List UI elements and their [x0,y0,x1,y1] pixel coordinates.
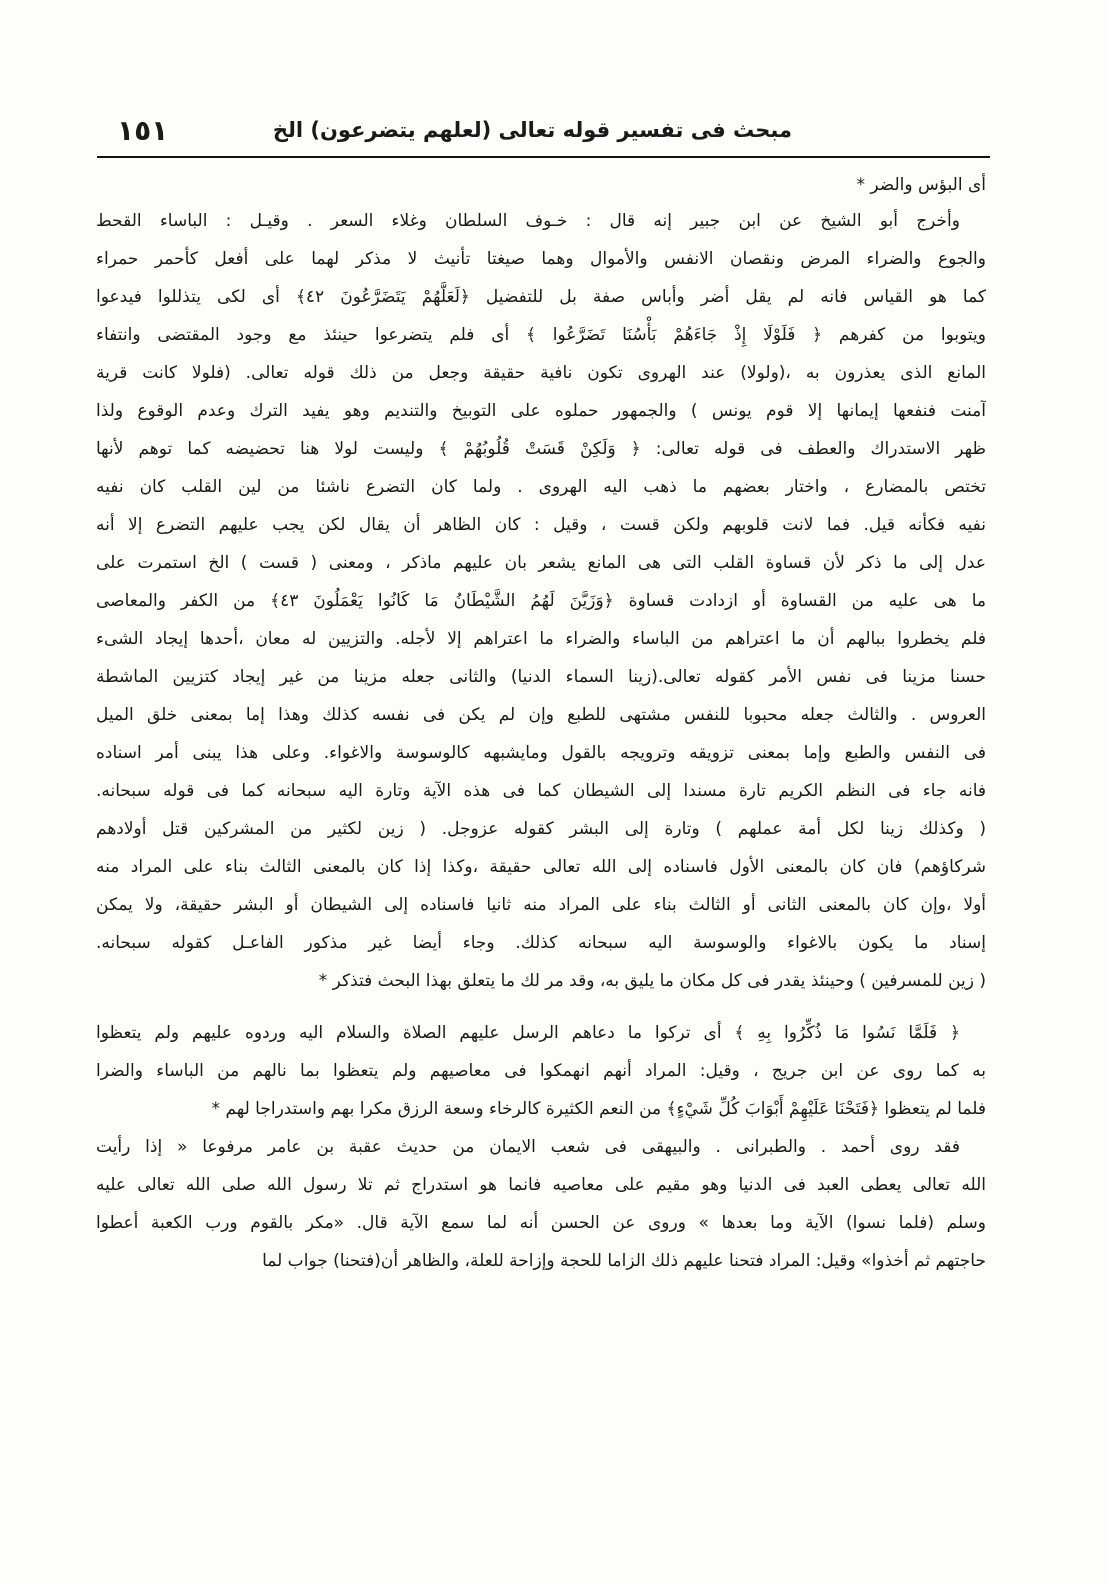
page-number: ١٥١ [117,114,169,147]
text-line: فلما لم يتعظوا ﴿فَتَحْنَا عَلَيْهِمْ أَبْوَابَ كُلِّ شَيْءٍ﴾ من النعم الكثيرة كالرخاء وسعة الرزق مكرا بهم واستدراجا لهم * [211,1099,986,1119]
text-line: كما هو القياس فانه لم يقل أضر وأباس صفة بل للتفضيل ﴿لَعَلَّهُمْ يَتَضَرَّعُونَ ٤٢﴾ أى لكى يتذللوا فيدعوا [96,287,986,307]
text-line: ( زين للمسرفين ) وحينئذ يقدر فى كل مكان ما يليق به، وقد مر لك ما يتعلق بهذا البحث فتذكر * [318,971,986,991]
text-line: ( وكذلك زينا لكل أمة عملهم ) وتارة إلى البشر كقوله عزوجل. ( زين لكثير من المشركين قتل أولادهم [96,819,986,839]
text-line: حسنا مزينا فى نفس الأمر كقوله تعالى.(زينا السماء الدنيا) والثانى جعله مزينا من غير إيجاد كتزيين الماشطة [96,667,986,687]
text-line: أى البؤس والضر * [856,175,986,195]
text-line: شركاؤهم) فان كان بالمعنى الأول فاسناده إلى الله تعالى حقيقة ،وكذا إذا كان بالمعنى الثالث بناء على المراد منه [96,857,986,877]
text-line: حاجتهم ثم أخذوا» وقيل: المراد فتحنا عليهم ذلك الزاما للحجة وإزاحة للعلة، والظاهر أن(فتحنا) جواب لما [262,1251,986,1271]
text-line: فقد روى أحمد . والطبرانى . والبيهقى فى شعب الايمان من حديث عقبة بن عامر مرفوعا « إذا رأيت [96,1137,960,1157]
text-line: إسناد ما يكون بالاغواء والوسوسة اليه سبحانه كذلك. وجاء أيضا غير مذكور الفاعـل كقوله سبحانه. [96,933,986,953]
text-line: تختص بالمضارع ، واختار بعضهم ما ذهب اليه الهروى . ولما كان التضرع ناشئا من لين القلب كان نفيه [96,477,986,497]
running-header [95,112,997,162]
text-line: المانع الذى يعذرون به ،(ولولا) عند الهروى تكون نافية حقيقة وجعل من ذلك قوله تعالى. (فلولا كانت قرية [96,363,986,383]
paragraph [96,202,986,1000]
header-divider [97,156,990,158]
text-line: ﴿ فَلَمَّا نَسُوا مَا ذُكِّرُوا بِهِ ﴾ أى تركوا ما دعاهم الرسل عليهم الصلاة والسلام اليه وردوه عليهم ولم يتعظوا [96,1023,960,1043]
text-line: ظهر الاستدراك والعطف فى قوله تعالى: ﴿ وَلَكِنْ قَسَتْ قُلُوبُهُمْ ﴾ وليست لولا هنا تحضيضه كما توهم لأنها [96,439,986,459]
text-line: به كما روى عن ابن جريج ، وقيل: المراد أنهم انهمكوا فى معاصيهم ولم يتعظوا بما نالهم من الباساء والضرا [96,1061,986,1081]
text-line: عدل إلى ما ذكر لأن قساوة القلب التى هى المانع يشعر بان عليهم ماذكر ، ومعنى ( قست ) الخ استمرت على [96,553,986,573]
body-text [96,168,986,1280]
text-line: وأخرج أبو الشيخ عن ابن جبير إنه قال : خـوف السلطان وغلاء السعر . وقيـل : الباساء القحط [96,211,960,231]
paragraph [96,1014,986,1128]
text-line: فلم يخطروا ببالهم أن ما اعتراهم من الباساء والضراء ما اعتراهم إلا لأجله. والتزيين له معان ،أحدها إيجاد الشىء [96,629,986,649]
text-line: فانه جاء فى النظم الكريم تارة مسندا إلى الشيطان كما فى هذه الآية وتارة اليه سبحانه كما فى قوله سبحانه. [96,781,986,801]
text-line: والجوع والضراء المرض ونقصان الانفس والأموال وهما صيغتا تأنيث لا مذكر لهما على أفعل كأحمر حمراء [96,249,986,269]
text-line: فى النفس والطبع وإما بمعنى تزويقه وترويجه بالقول ومايشبهه كالوسوسة والاغواء. وعلى هذا يبنى أمر اسناده [96,743,986,763]
text-line: ما هى عليه من القساوة أو ازدادت قساوة ﴿وَزَيَّنَ لَهُمُ الشَّيْطَانُ مَا كَانُوا يَعْمَلُونَ ٤٣﴾ من الكفر والمعاصى [96,591,986,611]
paragraph [96,168,986,202]
running-title: مبحث فى تفسير قوله تعالى (لعلهم يتضرعون) الخ [272,118,792,142]
text-line: آمنت فنفعها إيمانها إلا قوم يونس ) والجمهور حملوه على التوبيخ والتنديم وهو يفيد الترك وعدم الوقوع ولذا [96,401,986,421]
text-line: العروس . والثالث جعله محبوبا للنفس مشتهى للطبع وإن لم يكن فى نفسه كذلك وهذا إما بمعنى خلق الميل [96,705,986,725]
paragraph [96,1128,986,1280]
paragraph-gap [96,1000,986,1014]
text-line: أولا ،وإن كان بالمعنى الثانى أو الثالث بناء على المراد منه ثانيا فاسناده إلى الشيطان أو البشر حقيقة، ولا يمكن [96,895,986,915]
text-line: ويتوبوا من كفرهم ﴿ فَلَوْلَا إِذْ جَاءَهُمْ بَأْسُنَا تَضَرَّعُوا ﴾ أى فلم يتضرعوا حينئذ مع وجود المقتضى وانتفاء [96,325,986,345]
text-line: الله تعالى يعطى العبد فى الدنيا وهو مقيم على معاصيه فانما هو استدراج ثم تلا رسول الله صلى الله تعالى عليه [96,1175,986,1195]
text-line: نفيه فكأنه قيل. فما لانت قلوبهم ولكن قست ، وقيل : كان الظاهر أن يقال لكن يجب عليهم التضرع إلا أنه [96,515,986,535]
text-line: وسلم (فلما نسوا) الآية وما بعدها » وروى عن الحسن أنه لما سمع الآية قال. «مكر بالقوم ورب الكعبة أعطوا [96,1213,986,1233]
